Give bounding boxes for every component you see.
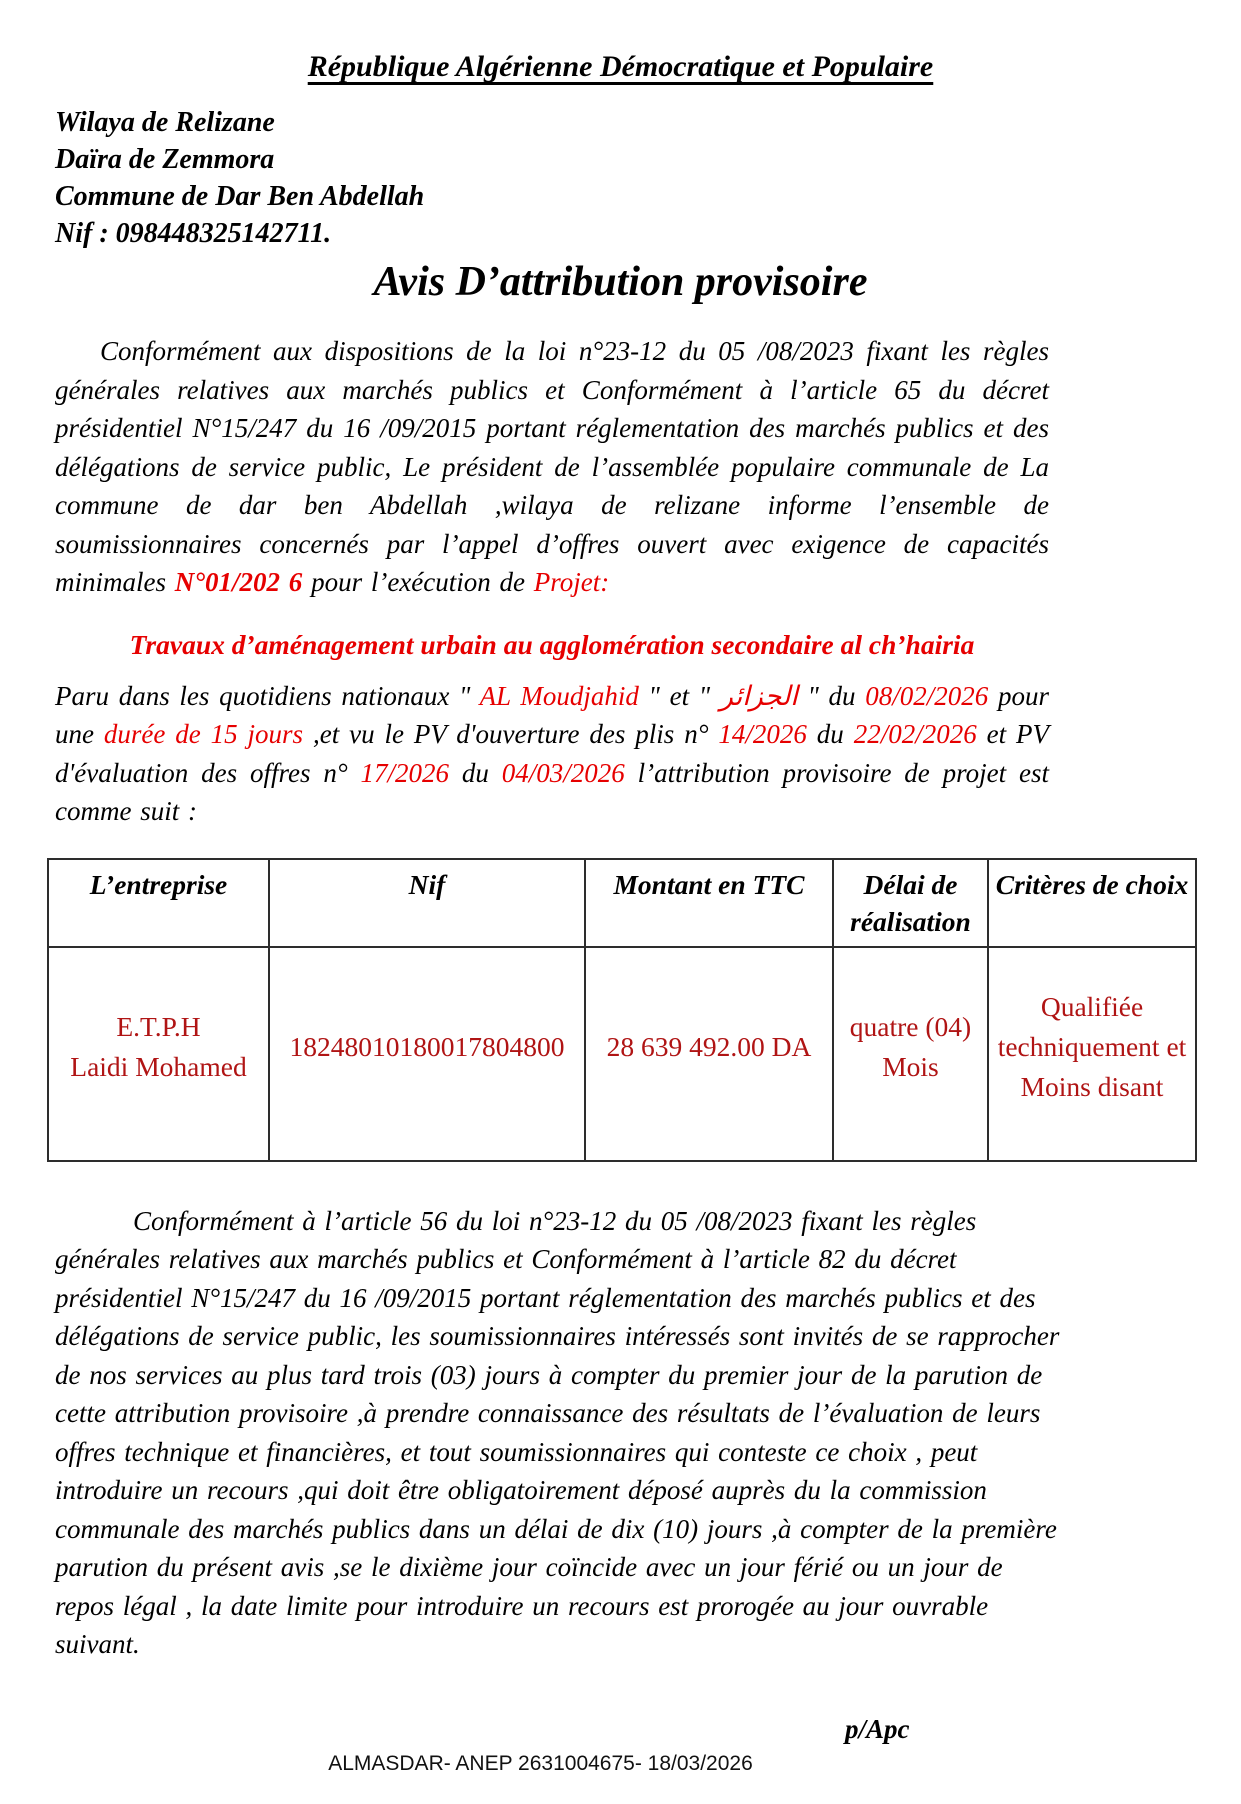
org-line-nif: Nif : 098448325142711. [55, 218, 332, 249]
org-line-daira: Daïra de Zemmora [55, 144, 275, 175]
document-title: Avis D’attribution provisoire [373, 259, 868, 305]
award-table-data-row [48, 947, 1196, 1161]
project-title-line: Travaux d’aménagement urbain au agglomération secondaire al ch’hairia [129, 628, 975, 660]
award-table-header-row [48, 859, 1196, 947]
cell-delai: quatre (04) Mois [833, 947, 988, 1161]
paragraph-intro: Conformément aux dispositions de la loi n°23-12 du 05 /08/2023 fixant les règles générales relatives aux marchés publics et Conformément à l’article 65 du décret présidentiel N°15/247 du 16 /09/2015 portant réglementation des marchés publics et des délégations de service public, Le président de l’assemblée populaire communale de La commune de dar ben Abdellah ,wilaya de relizane informe l’ensemble de soumissionnaires concernés par l’appel d’offres ouvert avec exigence de capacités minimales N°01/202 6 pour l’exécution de Projet: [55, 336, 1049, 597]
entreprise-line1: E.T.P.H [116, 1010, 201, 1042]
paragraph-recours: Conformément à l’article 56 du loi n°23-12 du 05 /08/2023 fixant les règles générales relatives aux marchés publics et Conformément à l’article 82 du décret présidentiel N°15/247 du 16 /09/2015 portant réglementation des marchés publics et des délégations de service public, les soumissionnaires intéressés sont invités de se rapprocher de nos services au plus tard trois (03) jours à compter du premier jour de la parution de cette attribution provisoire ,à prendre connaissance des résultats de l’évaluation de leurs offres technique et financières, et tout soumissionnaires qui conteste ce choix , peut introduire un recours ,qui doit être obligatoirement déposé auprès du la commission communale des marchés publics dans un délai de dix (10) jours ,à compter de la première parution du présent avis ,se le dixième jour coïncide avec un jour férié ou un jour de repos légal , la date limite pour introduire un recours est prorogée au jour ouvrable suivant. [55, 1205, 1060, 1659]
entreprise-line2: Laidi Mohamed [70, 1050, 247, 1082]
header-cell-nif: Nif [269, 859, 585, 947]
paragraph-publication: Paru dans les quotidiens nationaux " AL Moudjahid " et " الجزائر " du 08/02/2026 pour une durée de 15 jours ,et vu le PV d'ouverture des plis n° 14/2026 du 22/02/2026 et PV d'évaluation des offres n° 17/2026 du 04/03/2026 l’attribution provisoire de projet est comme suit : [55, 680, 1049, 826]
award-table [47, 858, 1197, 1162]
signature: p/Apc [845, 1713, 910, 1744]
org-line-wilaya: Wilaya de Relizane [55, 107, 275, 138]
issuer-block [55, 104, 1241, 252]
org-line-commune: Commune de Dar Ben Abdellah [55, 181, 425, 212]
cell-nif: 18248010180017804800 [269, 947, 585, 1161]
header-cell-criteres: Critères de choix [988, 859, 1196, 947]
header-cell-delai: Délai de réalisation [833, 859, 988, 947]
header-cell-montant: Montant en TTC [585, 859, 833, 947]
republic-title-text: République Algérienne Démocratique et Populaire [307, 50, 934, 83]
header-cell-entreprise: L’entreprise [48, 859, 269, 947]
cell-montant: 28 639 492.00 DA [585, 947, 833, 1161]
cell-criteres: Qualifiée techniquement et Moins disant [988, 947, 1196, 1161]
cell-entreprise [48, 947, 269, 1161]
footer-note: ALMASDAR- ANEP 2631004675- 18/03/2026 [328, 1752, 753, 1775]
page-title [0, 50, 1241, 84]
